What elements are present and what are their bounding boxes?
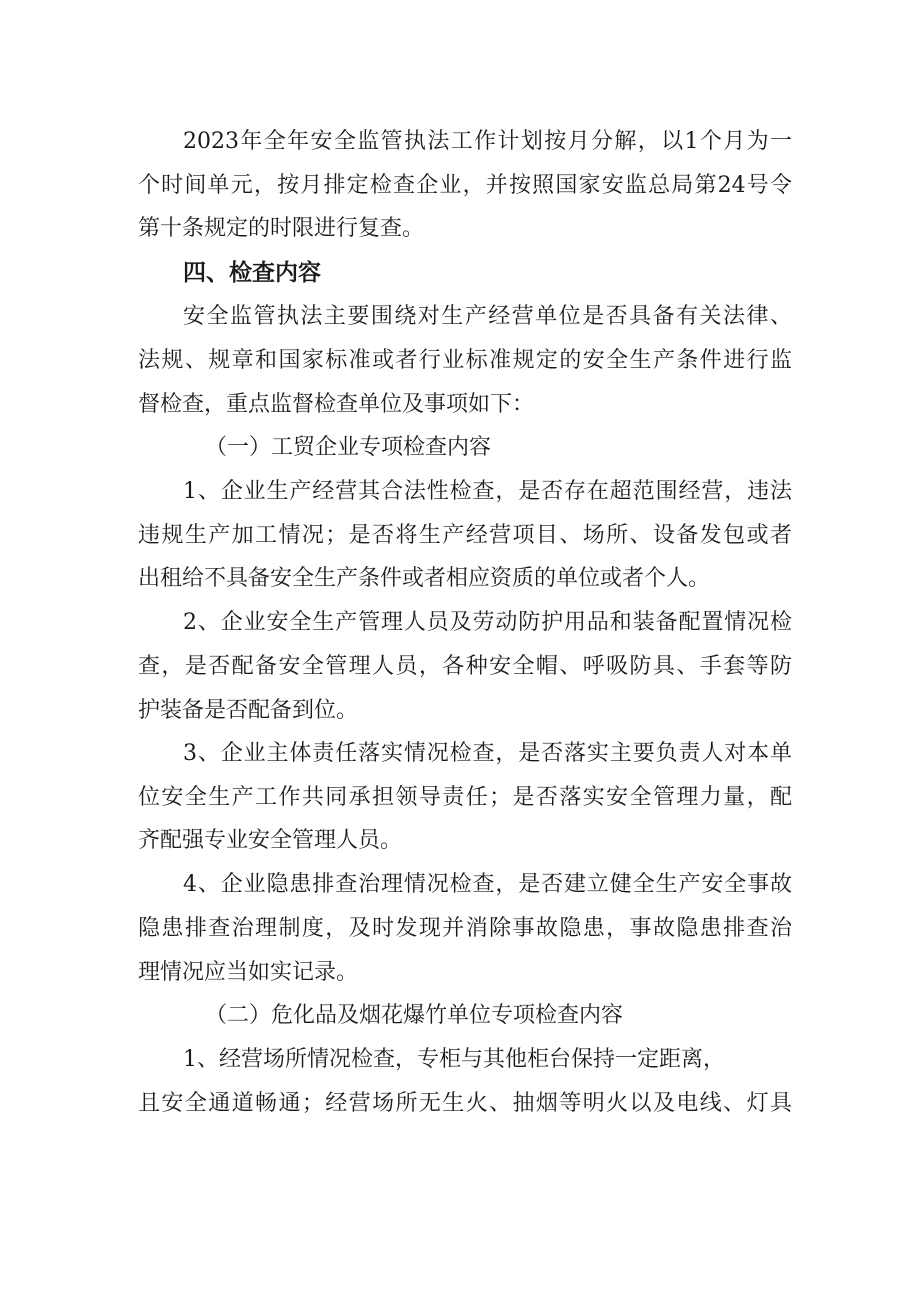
- paragraph-line: 2、企业安全生产管理人员及劳动防护用品和装备配置情况检: [183, 610, 792, 635]
- paragraph-line: 查，是否配备安全管理人员，各种安全帽、呼吸防具、手套等防: [138, 654, 792, 679]
- paragraph-line: 安全监管执法主要围绕对生产经营单位是否具备有关法律、: [183, 304, 792, 329]
- paragraph-line: 理情况应当如实记录。: [138, 960, 359, 985]
- paragraph-line: 2023年全年安全监管执法工作计划按月分解，以1个月为一: [183, 129, 792, 154]
- paragraph-line: 出租给不具备安全生产条件或者相应资质的单位或者个人。: [138, 566, 711, 591]
- paragraph-line: 隐患排查治理制度，及时发现并消除事故隐患，事故隐患排查治: [138, 916, 792, 941]
- paragraph-line: 第十条规定的时限进行复查。: [138, 216, 425, 241]
- paragraph-line: 护装备是否配备到位。: [138, 698, 359, 723]
- paragraph-line: 1、经营场所情况检查，专柜与其他柜台保持一定距离，: [183, 1047, 725, 1072]
- paragraph-line: 督检查，重点监督检查单位及事项如下：: [138, 392, 535, 417]
- paragraph-line: 1、企业生产经营其合法性检查，是否存在超范围经营，违法: [183, 479, 792, 504]
- paragraph-line: 个时间单元，按月排定检查企业，并按照国家安监总局第24号令: [138, 173, 792, 198]
- paragraph-line: 齐配强专业安全管理人员。: [138, 828, 403, 853]
- subsection-heading: （二）危化品及烟花爆竹单位专项检查内容: [205, 1003, 624, 1028]
- paragraph-line: 且安全通道畅通；经营场所无生火、抽烟等明火以及电线、灯具: [138, 1091, 792, 1116]
- subsection-heading: （一）工贸企业专项检查内容: [205, 435, 492, 460]
- paragraph-line: 4、企业隐患排查治理情况检查，是否建立健全生产安全事故: [183, 872, 792, 897]
- section-heading: 四、检查内容: [183, 260, 321, 286]
- paragraph-line: 违规生产加工情况；是否将生产经营项目、场所、设备发包或者: [138, 523, 792, 548]
- paragraph-line: 3、企业主体责任落实情况检查，是否落实主要负责人对本单: [183, 741, 792, 766]
- paragraph-line: 法规、规章和国家标准或者行业标准规定的安全生产条件进行监: [138, 348, 792, 373]
- paragraph-line: 位安全生产工作共同承担领导责任；是否落实安全管理力量，配: [138, 785, 792, 810]
